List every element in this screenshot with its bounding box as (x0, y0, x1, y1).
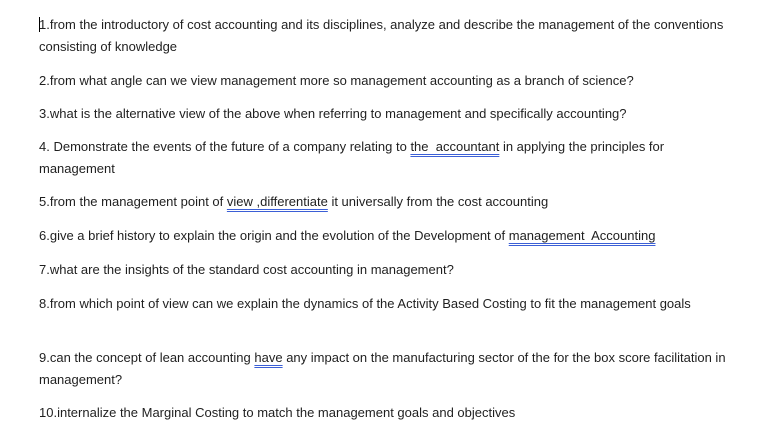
question-6 (39, 225, 739, 247)
grammar-flag[interactable]: management Accounting (508, 228, 656, 243)
question-text: 5.from the management point of (39, 194, 227, 209)
question-1 (39, 14, 739, 58)
grammar-flag[interactable]: have (254, 350, 283, 365)
question-text: 10.internalize the Marginal Costing to match the management goals and objectives (39, 405, 516, 420)
grammar-flag[interactable]: view ,differentiate (226, 194, 328, 209)
question-text: 6.give a brief history to explain the origin and the evolution of the Development of (39, 228, 509, 243)
question-text: 9.can the concept of lean accounting (39, 350, 255, 365)
question-text-tail: in applying the principles for management (39, 139, 665, 176)
question-4 (39, 136, 739, 180)
question-7 (39, 259, 739, 281)
question-text: 4. Demonstrate the events of the future of a company relating to (39, 139, 411, 154)
question-text-tail: any impact on the manufacturing sector of the for the box score facilitation in management? (39, 350, 726, 387)
question-10 (39, 402, 739, 424)
question-text: 3.what is the alternative view of the above when referring to management and specifically accounting? (39, 106, 627, 121)
question-text: 1.from the introductory of cost accounting and its disciplines, analyze and describe the management of the conventions consisting of knowledge (39, 17, 724, 54)
question-9 (39, 347, 739, 391)
question-3 (39, 103, 739, 125)
question-text: 8.from which point of view can we explain the dynamics of the Activity Based Costing to fit the management goals (39, 296, 691, 311)
question-2 (39, 70, 739, 92)
grammar-flag[interactable]: the accountant (410, 139, 500, 154)
question-text-tail: it universally from the cost accounting (327, 194, 549, 209)
question-8 (39, 293, 739, 315)
question-5 (39, 191, 739, 213)
question-text: 7.what are the insights of the standard cost accounting in management? (39, 262, 454, 277)
question-text: 2.from what angle can we view management more so management accounting as a branch of science? (39, 73, 634, 88)
